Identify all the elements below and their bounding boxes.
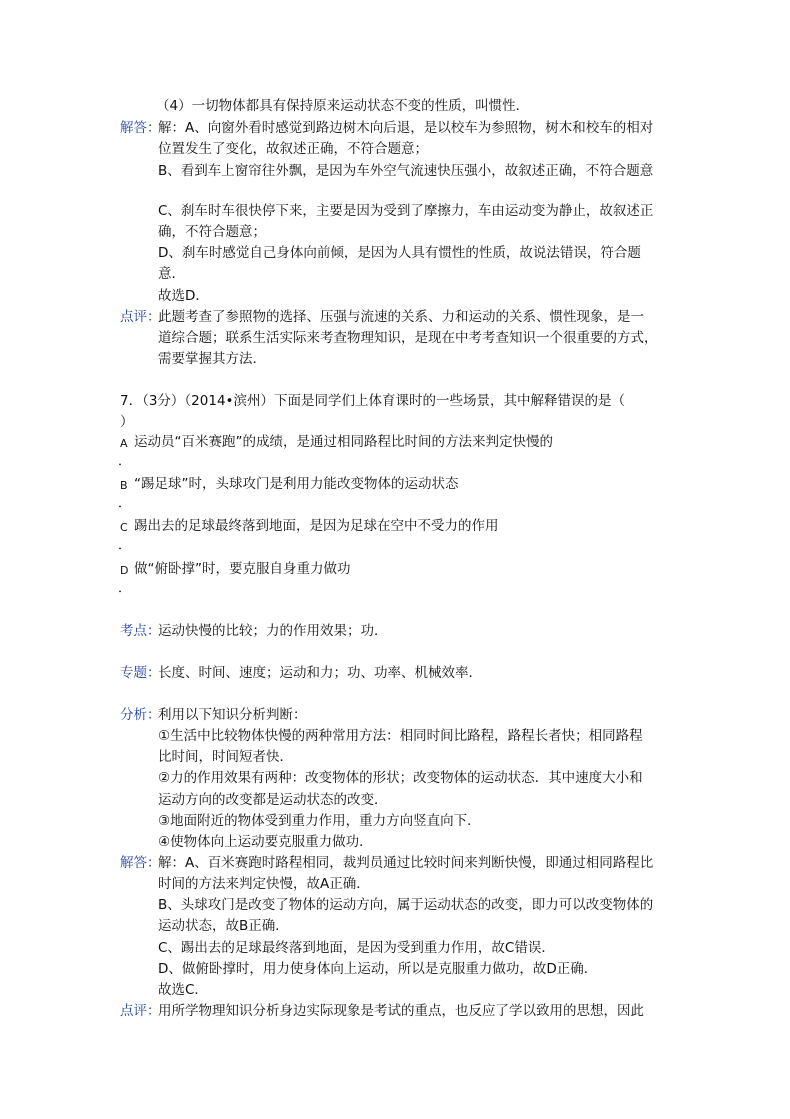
prev-answer-line: C、刹车时车很快停下来，主要是因为受到了摩擦力，车由运动变为静止，故叙述正 <box>158 203 654 219</box>
q7-answer-line: D、做俯卧撑时，用力使身体向上运动，所以是克服重力做功，故D正确． <box>158 961 598 977</box>
q7-option-dot: ． <box>118 454 132 469</box>
q7-kaodian-label: 考点： <box>120 623 161 639</box>
q7-answer-line: 解：A、百米赛跑时路程相同，裁判员通过比较时间来判断快慢，即通过相同路程比 <box>158 855 654 871</box>
q7-comment-label: 点评： <box>120 1003 161 1019</box>
q7-fenxi-line: 运动方向的改变都是运动状态的改变． <box>158 792 388 808</box>
prev-answer-line: D、刹车时感觉自己身体向前倾，是因为人具有惯性的性质，故说法错误，符合题 <box>158 245 641 261</box>
q7-stem-line: 7．（3分）（2014•滨州）下面是同学们上体育课时的一些场景，其中解释错误的是（ <box>120 393 625 409</box>
q7-option-text: 做“俯卧撑”时，要克服自身重力做功 <box>134 561 351 577</box>
prev-answer-line: B、看到车上窗帘往外飘，是因为车外空气流速快压强小，故叙述正确，不符合题意 <box>158 163 654 179</box>
q7-fenxi-label: 分析： <box>120 707 161 723</box>
q7-option-text: 踢出去的足球最终落到地面，是因为足球在空中不受力的作用 <box>134 518 499 534</box>
q7-option-letter: B <box>120 479 128 492</box>
prev-answer-label: 解答： <box>120 120 161 136</box>
q7-answer-line: 时间的方法来判定快慢，故A正确． <box>158 876 370 892</box>
q7-answer-line: 故选C． <box>158 982 208 998</box>
prev-answer-line: 确，不符合题意； <box>158 224 266 240</box>
q7-option-letter: C <box>120 521 128 534</box>
prev-comment-line: 道综合题；联系生活实际来考查物理知识，是现在中考考查知识一个很重要的方式， <box>158 330 658 346</box>
q7-answer-line: B、头球攻门是改变了物体的运动方向，属于运动状态的改变，即力可以改变物体的 <box>158 897 654 913</box>
prev-comment-line: 此题考查了参照物的选择、压强与流速的关系、力和运动的关系、惯性现象，是一 <box>158 309 644 325</box>
q7-answer-label: 解答： <box>120 855 161 871</box>
q7-fenxi-line: ③地面附近的物体受到重力作用，重力方向竖直向下． <box>158 813 481 829</box>
q7-fenxi-line: ①生活中比较物体快慢的两种常用方法：相同时间比路程，路程长者快；相同路程 <box>158 728 643 744</box>
q7-comment-line: 用所学物理知识分析身边实际现象是考试的重点，也反应了学以致用的思想，因此 <box>158 1003 644 1019</box>
prev-answer-line: 故选D． <box>158 288 209 304</box>
prev-comment-label: 点评： <box>120 309 161 325</box>
q7-option-text: “踢足球”时，头球攻门是利用力能改变物体的运动状态 <box>134 476 459 492</box>
prev-answer-line: 意． <box>158 266 185 282</box>
q7-option-text: 运动员“百米赛跑”的成绩，是通过相同路程比时间的方法来判定快慢的 <box>134 434 553 450</box>
q7-fenxi-line: 比时间，时间短者快． <box>158 749 293 765</box>
prev-comment-line: 需要掌握其方法． <box>158 351 266 367</box>
q7-option-dot: ． <box>118 496 132 511</box>
q7-option-letter: A <box>120 437 128 450</box>
q7-fenxi-line: ④使物体向上运动要克服重力做功． <box>158 834 373 850</box>
q7-answer-line: C、踢出去的足球最终落到地面，是因为受到重力作用，故C错误． <box>158 940 555 956</box>
prev-answer-line: 解：A、向窗外看时感觉到路边树木向后退，是以校车为参照物，树木和校车的相对 <box>158 120 654 136</box>
q7-answer-line: 运动状态，故B正确． <box>158 918 289 934</box>
q7-kaodian-text: 运动快慢的比较；力的作用效果；功． <box>158 623 388 639</box>
q7-option-dot: ． <box>118 538 132 553</box>
q7-option-dot: ． <box>118 581 132 596</box>
q7-fenxi-line: ②力的作用效果有两种：改变物体的形状；改变物体的运动状态．其中速度大小和 <box>158 770 643 786</box>
q7-stem-line: ） <box>120 414 134 430</box>
q7-zhuanti-label: 专题： <box>120 665 161 681</box>
q7-zhuanti-text: 长度、时间、速度；运动和力；功、功率、机械效率． <box>158 665 482 681</box>
q7-fenxi-line: 利用以下知识分析判断： <box>158 707 307 723</box>
q7-option-letter: D <box>120 564 129 577</box>
prev-item4-text: （4）一切物体都具有保持原来运动状态不变的性质，叫惯性． <box>156 98 530 114</box>
prev-answer-line: 位置发生了变化，故叙述正确，不符合题意； <box>158 141 428 157</box>
